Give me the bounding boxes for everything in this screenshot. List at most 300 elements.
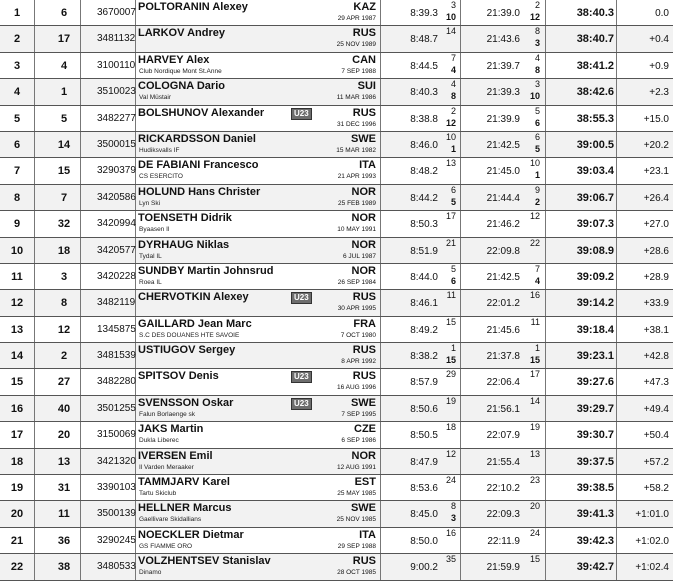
- split-1-stage-rank: 8: [450, 91, 456, 102]
- split-2-time: 21:37.8: [486, 351, 520, 363]
- split-1-stage-rank: 15: [445, 355, 456, 366]
- table-row[interactable]: [0, 343, 673, 369]
- column-divider: [380, 0, 381, 25]
- bib-cell: 27: [57, 376, 71, 389]
- athlete-name: COLOGNA Dario: [138, 80, 225, 93]
- split-2-rank: 19: [529, 422, 540, 433]
- finish-time: 39:03.4: [576, 165, 614, 178]
- club-name: GS FIAMME ORO: [139, 542, 193, 550]
- split-1-time: 8:39.3: [410, 8, 438, 19]
- rank-cell: 11: [11, 270, 23, 283]
- u23-badge: U23: [291, 371, 312, 383]
- athlete-code: 3482119: [97, 297, 136, 309]
- column-divider: [380, 185, 381, 210]
- club-name: CS ESERCITO: [139, 173, 183, 181]
- bib-cell: 40: [57, 402, 71, 415]
- column-divider: [80, 396, 81, 421]
- column-divider: [460, 501, 461, 526]
- column-divider: [80, 554, 81, 579]
- club-name: Hudiksvalls IF: [139, 146, 180, 154]
- split-1-rank: 12: [445, 448, 456, 459]
- split-2-rank: 5: [534, 105, 540, 116]
- column-divider: [34, 53, 35, 78]
- rank-cell: 17: [10, 429, 24, 442]
- split-2-rank: 8: [534, 26, 540, 37]
- split-2-rank: 4: [534, 52, 540, 63]
- birth-date: 30 APR 1995: [337, 305, 376, 313]
- column-divider: [80, 449, 81, 474]
- column-divider: [80, 264, 81, 289]
- split-1-rank: 2: [450, 105, 456, 116]
- split-2-rank: 3: [534, 79, 540, 90]
- column-divider: [380, 26, 381, 51]
- finish-time: 39:38.5: [576, 482, 614, 495]
- birth-date: 11 MAR 1986: [336, 94, 376, 102]
- column-divider: [80, 185, 81, 210]
- nation-code: FRA: [353, 317, 376, 330]
- time-behind: +26.4: [643, 192, 669, 204]
- split-1-rank: 17: [445, 211, 456, 222]
- split-2-stage-rank: 5: [534, 143, 540, 154]
- athlete-name: VOLZHENTSEV Stanislav: [138, 555, 271, 568]
- rank-cell: 1: [13, 7, 21, 19]
- bib-cell: 11: [58, 508, 70, 521]
- split-1-time: 8:38.2: [410, 351, 438, 363]
- bib-cell: 32: [57, 218, 71, 231]
- table-row[interactable]: [0, 0, 673, 26]
- column-divider: [380, 343, 381, 368]
- column-divider: [80, 238, 81, 263]
- column-divider: [80, 53, 81, 78]
- column-divider: [460, 53, 461, 78]
- finish-time: 39:07.3: [576, 218, 614, 231]
- club-name: Falun Borlaenge sk: [139, 410, 196, 418]
- split-2-rank: 14: [529, 395, 540, 406]
- column-divider: [545, 0, 546, 25]
- split-1-time: 9:00.2: [410, 562, 438, 574]
- bib-cell: 8: [60, 297, 68, 310]
- column-divider: [80, 317, 81, 342]
- split-2-time: 21:39.7: [486, 60, 520, 72]
- column-divider: [80, 528, 81, 553]
- rank-cell: 18: [10, 455, 24, 468]
- split-1-rank: 18: [445, 422, 456, 433]
- athlete-code: 3290379: [97, 165, 136, 177]
- column-divider: [80, 422, 81, 447]
- column-divider: [34, 211, 35, 236]
- column-divider: [460, 343, 461, 368]
- split-1-time: 8:51.9: [410, 245, 438, 257]
- nation-code: RUS: [352, 291, 376, 304]
- column-divider: [545, 185, 546, 210]
- split-1-stage-rank: 3: [450, 513, 456, 524]
- column-divider: [80, 343, 81, 368]
- club-name: Dukla Liberec: [139, 437, 179, 445]
- split-1-rank: 15: [445, 316, 456, 327]
- athlete-name: SPITSOV Denis: [138, 370, 219, 383]
- split-1-time: 8:44.0: [410, 271, 438, 283]
- club-name: Il Varden Meraaker: [139, 463, 194, 471]
- split-1-rank: 21: [445, 237, 456, 248]
- time-behind: +33.9: [643, 298, 669, 310]
- finish-time: 39:42.7: [576, 561, 614, 574]
- column-divider: [380, 53, 381, 78]
- split-2-rank: 2: [534, 0, 540, 10]
- nation-code: EST: [354, 476, 376, 489]
- column-divider: [460, 106, 461, 131]
- column-divider: [380, 369, 381, 394]
- table-row[interactable]: [0, 396, 673, 422]
- finish-time: 39:23.1: [576, 350, 614, 363]
- column-divider: [34, 501, 35, 526]
- rank-cell: 12: [10, 297, 24, 310]
- table-row[interactable]: [0, 501, 673, 527]
- column-divider: [460, 26, 461, 51]
- table-row[interactable]: [0, 264, 673, 290]
- birth-date: 12 AUG 1991: [336, 463, 376, 471]
- finish-time: 39:29.7: [576, 402, 614, 415]
- athlete-code: 3100110: [97, 59, 136, 71]
- nation-code: NOR: [351, 264, 376, 277]
- split-1-rank: 16: [445, 527, 456, 538]
- birth-date: 21 APR 1993: [337, 173, 376, 181]
- athlete-code: 3481132: [97, 33, 136, 45]
- finish-time: 38:41.2: [576, 59, 614, 72]
- split-1-stage-rank: 5: [450, 196, 456, 207]
- birth-date: 6 JUL 1987: [342, 252, 376, 260]
- column-divider: [545, 422, 546, 447]
- club-name: Byaasen Il: [139, 226, 170, 234]
- column-divider: [34, 26, 35, 51]
- column-divider: [460, 238, 461, 263]
- column-divider: [380, 317, 381, 342]
- table-row[interactable]: [0, 53, 673, 79]
- athlete-name: NOECKLER Dietmar: [138, 528, 244, 541]
- athlete-code: 3510023: [97, 86, 136, 98]
- split-2-time: 21:42.5: [486, 139, 520, 151]
- nation-code: SUI: [357, 80, 376, 93]
- split-1-time: 8:45.0: [410, 509, 438, 521]
- column-divider: [34, 238, 35, 263]
- finish-time: 39:27.6: [576, 376, 614, 389]
- column-divider: [80, 290, 81, 315]
- athlete-name: POLTORANIN Alexey: [138, 1, 248, 13]
- column-divider: [545, 396, 546, 421]
- column-divider: [380, 106, 381, 131]
- table-row[interactable]: [0, 211, 673, 237]
- column-divider: [380, 449, 381, 474]
- column-divider: [380, 290, 381, 315]
- split-2-time: 22:11.9: [487, 535, 520, 547]
- column-divider: [380, 554, 381, 579]
- table-row[interactable]: [0, 158, 673, 184]
- split-1-time: 8:44.5: [410, 60, 438, 72]
- column-divider: [80, 132, 81, 157]
- split-1-rank: 7: [450, 52, 456, 63]
- rank-cell: 19: [10, 482, 24, 495]
- nation-code: SWE: [350, 502, 376, 515]
- column-divider: [80, 106, 81, 131]
- split-1-time: 8:49.2: [410, 324, 438, 336]
- u23-badge: U23: [291, 398, 312, 410]
- table-row[interactable]: [0, 449, 673, 475]
- split-1-time: 8:50.0: [410, 535, 438, 547]
- column-divider: [460, 185, 461, 210]
- birth-date: 6 SEP 1986: [341, 437, 376, 445]
- split-2-time: 22:06.4: [486, 377, 520, 389]
- split-2-rank: 20: [529, 501, 540, 512]
- column-divider: [380, 132, 381, 157]
- table-row[interactable]: [0, 26, 673, 52]
- split-2-time: 21:56.1: [486, 403, 520, 415]
- split-1-rank: 29: [445, 369, 456, 380]
- column-divider: [460, 554, 461, 579]
- column-divider: [460, 422, 461, 447]
- bib-cell: 6: [60, 7, 68, 19]
- column-divider: [460, 158, 461, 183]
- column-divider: [460, 369, 461, 394]
- rank-cell: 6: [13, 138, 21, 151]
- table-row[interactable]: [0, 422, 673, 448]
- column-divider: [34, 185, 35, 210]
- split-2-rank: 7: [534, 263, 540, 274]
- time-behind: +42.8: [643, 351, 669, 363]
- split-2-rank: 11: [530, 316, 540, 327]
- rank-cell: 3: [13, 59, 21, 72]
- table-row[interactable]: [0, 132, 673, 158]
- split-2-time: 21:46.2: [486, 219, 520, 231]
- rank-cell: 10: [10, 244, 24, 257]
- finish-time: 39:08.9: [576, 244, 614, 257]
- club-name: Tydal IL: [139, 252, 162, 260]
- column-divider: [80, 79, 81, 104]
- split-2-rank: 12: [529, 211, 540, 222]
- split-1-time: 8:53.6: [410, 483, 438, 495]
- bib-cell: 4: [60, 59, 68, 72]
- column-divider: [380, 79, 381, 104]
- split-2-time: 21:44.4: [486, 192, 520, 204]
- birth-date: 7 SEP 1988: [341, 67, 376, 75]
- table-row[interactable]: [0, 185, 673, 211]
- athlete-name: LARKOV Andrey: [138, 27, 225, 40]
- athlete-code: 3670007: [97, 7, 136, 18]
- split-2-stage-rank: 6: [534, 117, 540, 128]
- nation-code: NOR: [351, 449, 376, 462]
- split-1-rank: 19: [445, 395, 456, 406]
- birth-date: 10 MAY 1991: [337, 226, 376, 234]
- column-divider: [545, 290, 546, 315]
- column-divider: [34, 106, 35, 131]
- athlete-name: BOLSHUNOV Alexander: [138, 106, 265, 119]
- table-row[interactable]: [0, 475, 673, 501]
- split-2-time: 22:10.2: [486, 483, 520, 495]
- split-1-rank: 6: [450, 184, 456, 195]
- table-row[interactable]: [0, 106, 673, 132]
- column-divider: [80, 26, 81, 51]
- table-row[interactable]: [0, 79, 673, 105]
- split-1-rank: 5: [450, 263, 456, 274]
- column-divider: [380, 264, 381, 289]
- club-name: Dinamo: [139, 569, 162, 577]
- column-divider: [460, 132, 461, 157]
- finish-time: 38:40.7: [576, 33, 614, 46]
- column-divider: [80, 475, 81, 500]
- time-behind: +49.4: [643, 403, 669, 415]
- rank-cell: 15: [10, 376, 24, 389]
- column-divider: [545, 158, 546, 183]
- column-divider: [460, 264, 461, 289]
- split-2-stage-rank: 10: [529, 91, 540, 102]
- time-behind: +1:02.0: [635, 535, 669, 547]
- time-behind: +58.2: [643, 483, 669, 495]
- nation-code: RUS: [352, 555, 376, 568]
- column-divider: [34, 369, 35, 394]
- club-name: Gaellivare Skidallians: [139, 516, 202, 524]
- rank-cell: 21: [10, 534, 24, 547]
- column-divider: [545, 528, 546, 553]
- split-2-stage-rank: 8: [534, 64, 540, 75]
- column-divider: [545, 26, 546, 51]
- column-divider: [545, 238, 546, 263]
- column-divider: [545, 317, 546, 342]
- column-divider: [380, 158, 381, 183]
- birth-date: 7 OCT 1980: [340, 331, 376, 339]
- nation-code: ITA: [359, 159, 376, 172]
- athlete-name: SVENSSON Oskar: [138, 396, 234, 409]
- nation-code: SWE: [350, 396, 376, 409]
- athlete-name: RICKARDSSON Daniel: [138, 132, 256, 145]
- time-behind: +23.1: [643, 166, 669, 178]
- split-1-time: 8:38.8: [410, 113, 438, 125]
- nation-code: RUS: [352, 344, 376, 357]
- time-behind: +1:02.4: [635, 562, 669, 574]
- column-divider: [34, 0, 35, 25]
- column-divider: [380, 501, 381, 526]
- rank-cell: 14: [10, 350, 24, 363]
- rank-cell: 13: [10, 323, 24, 336]
- column-divider: [80, 369, 81, 394]
- athlete-name: CHERVOTKIN Alexey: [138, 291, 249, 304]
- bib-cell: 38: [57, 561, 71, 574]
- birth-date: 25 NOV 1985: [336, 516, 376, 524]
- birth-date: 29 APR 1987: [337, 15, 376, 22]
- split-1-time: 8:44.2: [410, 192, 438, 204]
- split-1-time: 8:47.9: [410, 456, 438, 468]
- rank-cell: 8: [13, 191, 21, 204]
- table-row[interactable]: [0, 317, 673, 343]
- column-divider: [380, 422, 381, 447]
- bib-cell: 13: [57, 455, 71, 468]
- split-2-rank: 1: [534, 343, 540, 354]
- split-2-rank: 9: [534, 184, 540, 195]
- split-2-stage-rank: 12: [529, 12, 540, 22]
- split-2-time: 21:55.4: [486, 456, 520, 468]
- club-name: Roea IL: [139, 278, 162, 286]
- bib-cell: 20: [57, 429, 71, 442]
- athlete-code: 3500139: [97, 508, 136, 520]
- column-divider: [545, 132, 546, 157]
- rank-cell: 2: [13, 33, 21, 46]
- split-2-rank: 6: [534, 131, 540, 142]
- column-divider: [460, 475, 461, 500]
- table-row[interactable]: [0, 554, 673, 580]
- split-1-rank: 4: [450, 79, 456, 90]
- birth-date: 7 SEP 1995: [341, 410, 376, 418]
- bib-cell: 17: [57, 33, 71, 46]
- column-divider: [34, 449, 35, 474]
- birth-date: 28 OCT 1985: [337, 569, 376, 577]
- nation-code: KAZ: [353, 1, 376, 13]
- table-row[interactable]: [0, 290, 673, 316]
- column-divider: [34, 79, 35, 104]
- column-divider: [34, 343, 35, 368]
- split-2-time: 22:07.9: [486, 430, 520, 442]
- column-divider: [545, 79, 546, 104]
- athlete-code: 3481539: [97, 350, 136, 362]
- rank-cell: 4: [13, 86, 21, 99]
- time-behind: +20.2: [643, 139, 669, 151]
- split-2-rank: 22: [529, 237, 540, 248]
- athlete-code: 3420994: [97, 218, 136, 230]
- column-divider: [34, 290, 35, 315]
- bib-cell: 31: [57, 482, 71, 495]
- finish-time: 39:42.3: [576, 534, 614, 547]
- column-divider: [460, 449, 461, 474]
- athlete-code: 3390103: [97, 482, 136, 494]
- finish-time: 39:18.4: [576, 323, 614, 336]
- split-1-time: 8:46.0: [410, 139, 438, 151]
- split-2-time: 21:59.9: [486, 562, 520, 574]
- athlete-name: HELLNER Marcus: [138, 502, 232, 515]
- athlete-code: 3420577: [97, 244, 136, 256]
- athlete-code: 3420586: [97, 191, 136, 203]
- column-divider: [380, 211, 381, 236]
- u23-badge: U23: [291, 108, 312, 120]
- table-row[interactable]: [0, 528, 673, 554]
- split-1-time: 8:48.2: [410, 166, 438, 178]
- split-2-stage-rank: 1: [534, 170, 540, 181]
- time-behind: +0.9: [649, 60, 669, 72]
- split-1-time: 8:50.5: [410, 430, 438, 442]
- column-divider: [545, 343, 546, 368]
- split-2-stage-rank: 4: [534, 275, 540, 286]
- split-2-stage-rank: 2: [534, 196, 540, 207]
- column-divider: [545, 475, 546, 500]
- nation-code: RUS: [352, 370, 376, 383]
- column-divider: [545, 501, 546, 526]
- column-divider: [460, 0, 461, 25]
- rank-cell: 16: [10, 402, 24, 415]
- column-divider: [34, 422, 35, 447]
- split-2-rank: 24: [529, 527, 540, 538]
- split-1-rank: 14: [445, 26, 456, 37]
- column-divider: [80, 211, 81, 236]
- time-behind: +57.2: [643, 456, 669, 468]
- athlete-name: USTIUGOV Sergey: [138, 344, 236, 357]
- time-behind: +28.6: [643, 245, 669, 257]
- table-row[interactable]: [0, 238, 673, 264]
- split-2-time: 22:09.3: [486, 509, 520, 521]
- finish-time: 39:14.2: [576, 297, 614, 310]
- split-1-stage-rank: 4: [450, 64, 456, 75]
- athlete-code: 3420228: [97, 270, 136, 282]
- split-1-time: 8:57.9: [410, 377, 438, 389]
- table-row[interactable]: [0, 369, 673, 395]
- split-2-time: 21:39.0: [486, 8, 520, 19]
- athlete-name: DE FABIANI Francesco: [138, 159, 259, 172]
- column-divider: [80, 158, 81, 183]
- column-divider: [34, 475, 35, 500]
